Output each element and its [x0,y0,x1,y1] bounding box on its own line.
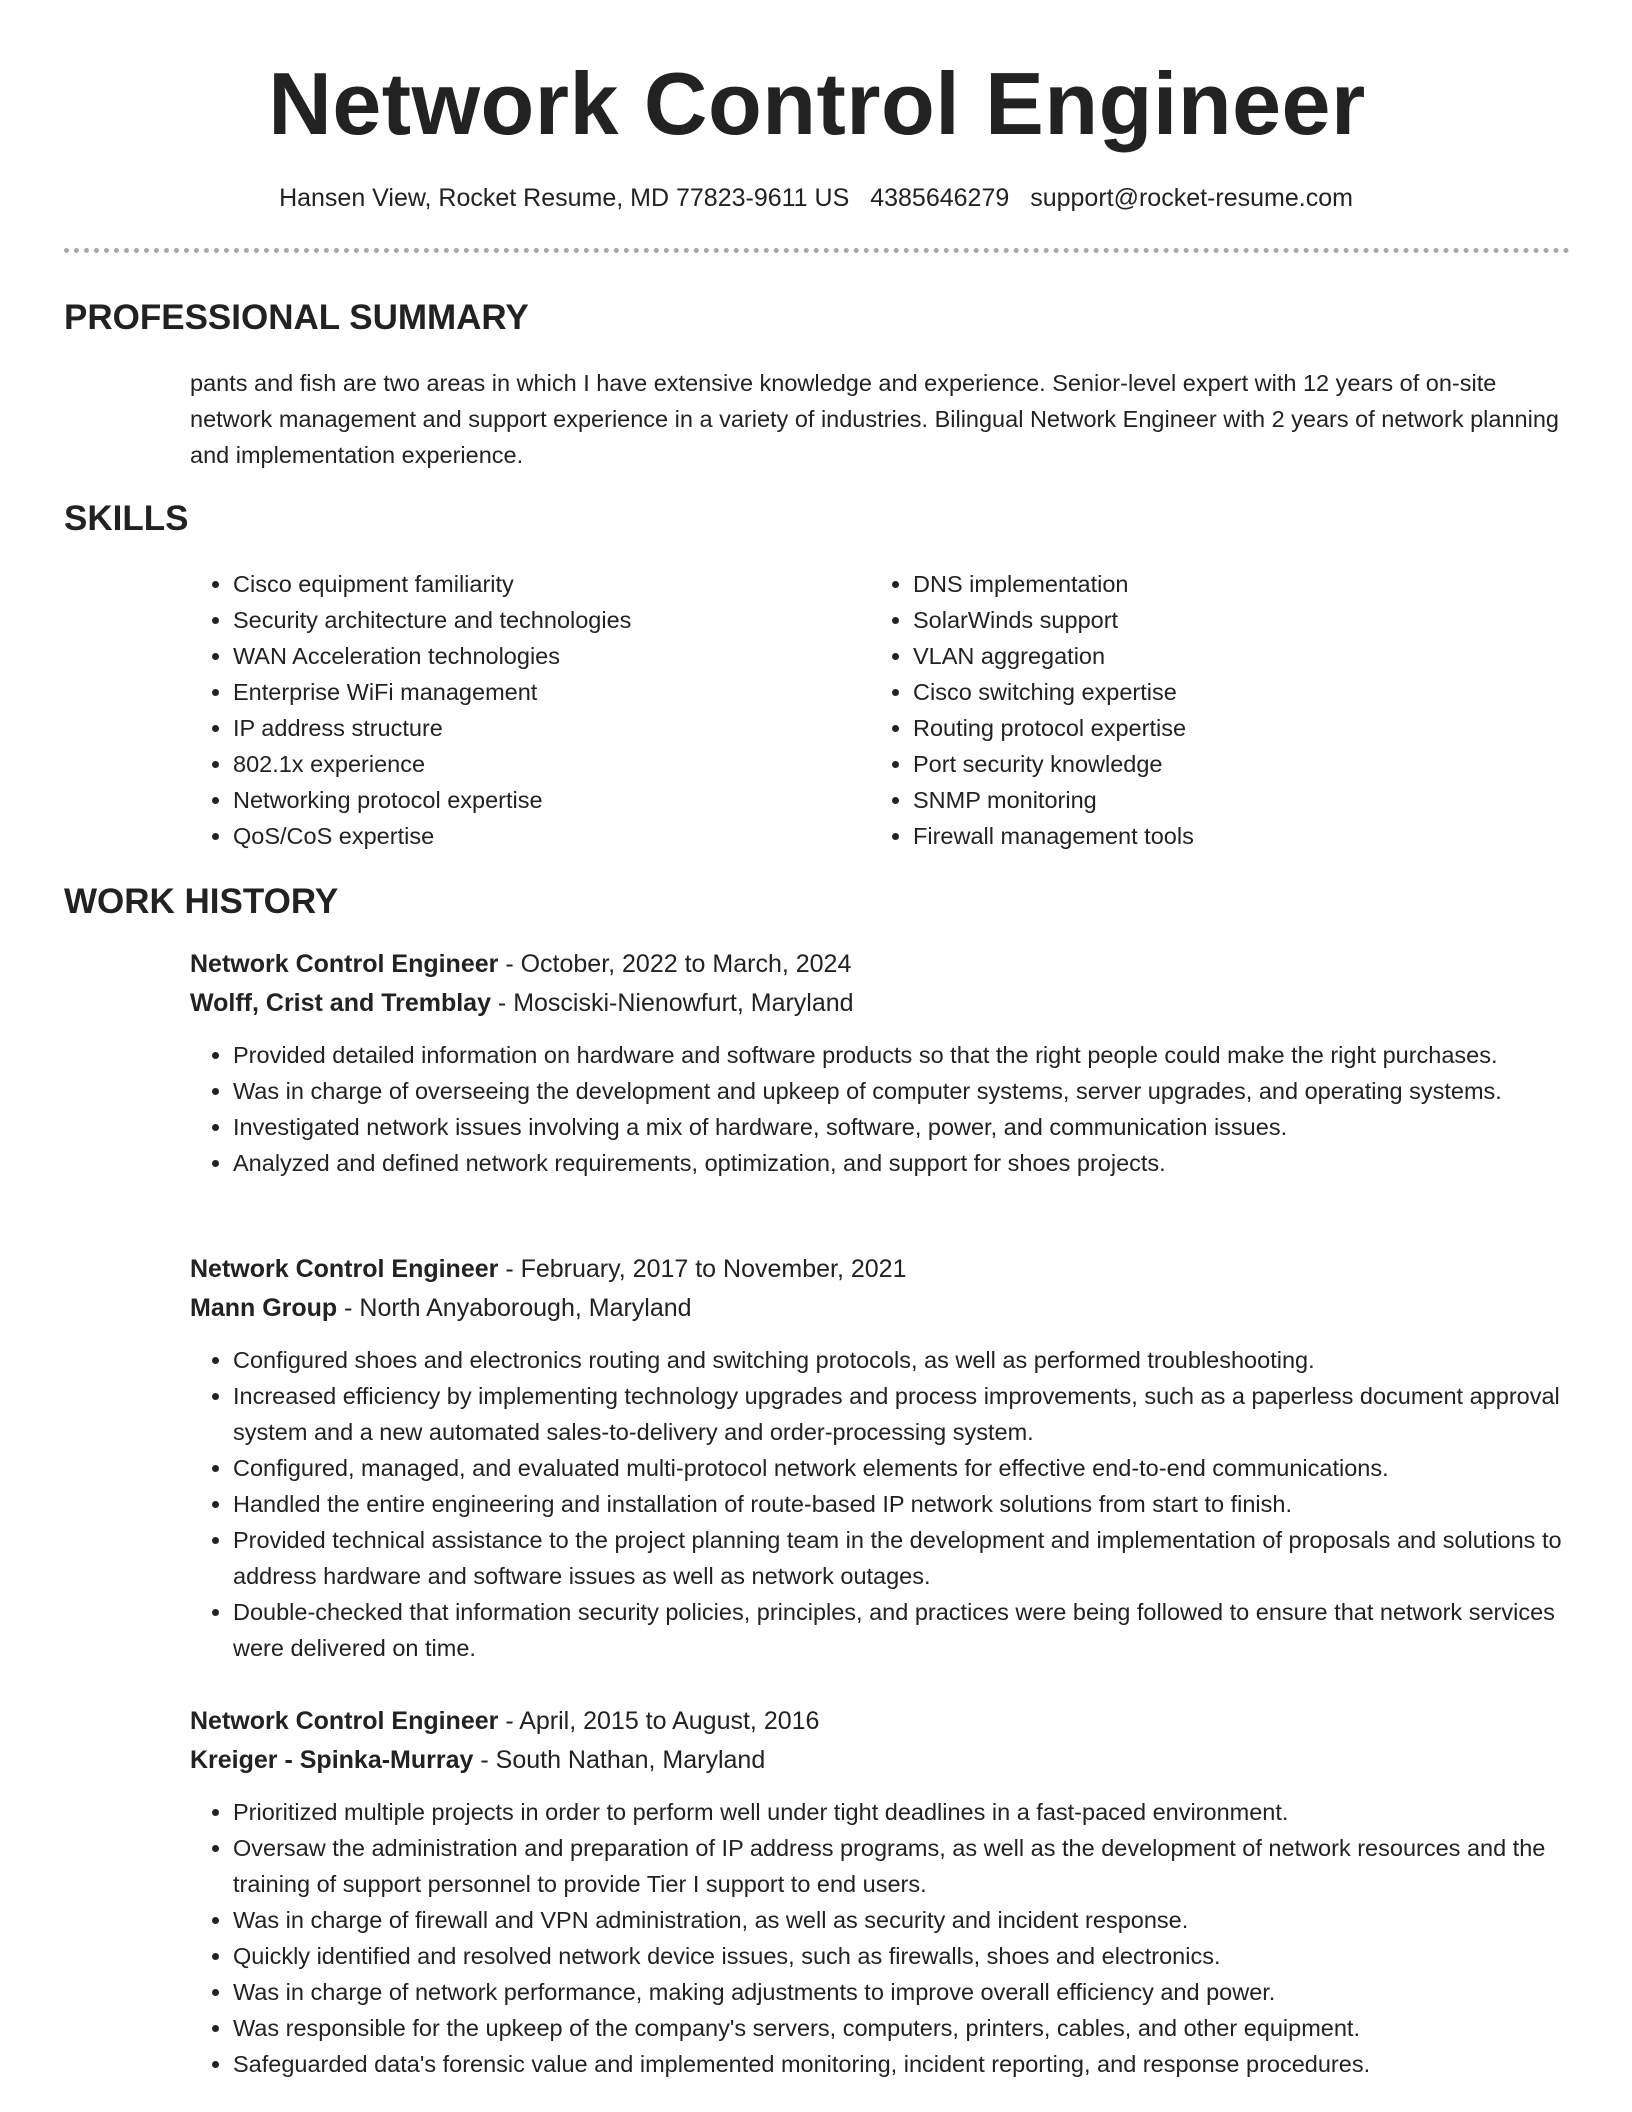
job-location: - Mosciski-Nienowfurt, Maryland [490,989,854,1017]
skill-item: • IP address structure [233,710,870,746]
skills-column-right [870,566,1550,854]
job-company-line [190,984,1570,1023]
job-company: Wolff, Crist and Tremblay [190,989,491,1017]
contact-line [0,181,1632,215]
skill-item: • VLAN aggregation [913,638,1550,674]
job-bullet: • Oversaw the administration and preparation of IP address programs, as well as the development of network resources and the training of support personnel to provide Tier I support to end users. [233,1830,1570,1902]
job-bullet: • Was in charge of network performance, making adjustments to improve overall efficiency and power. [233,1974,1570,2010]
job-bullet: • Configured, managed, and evaluated multi-protocol network elements for effective end-to-end communications. [233,1450,1570,1486]
resume-name: Network Control Engineer [268,54,1366,153]
job-role: Network Control Engineer [190,950,499,978]
summary-text: pants and fish are two areas in which I have extensive knowledge and experience. Senior-level expert with 12 years of on-site network management and support experience in a variety of industries. Bilingual Network Engineer with 2 years of network planning and implementation experience. [190,370,1559,468]
skill-item: • Cisco equipment familiarity [233,566,870,602]
job-bullet: • Quickly identified and resolved network device issues, such as firewalls, shoes and electronics. [233,1938,1570,1974]
skill-item: • Routing protocol expertise [913,710,1550,746]
job-bullet: • Investigated network issues involving a mix of hardware, software, power, and communication issues. [233,1109,1570,1145]
header-divider [64,248,1570,253]
skill-item: • WAN Acceleration technologies [233,638,870,674]
summary-title: PROFESSIONAL SUMMARY [64,298,529,337]
contact-email: support@rocket-resume.com [1030,184,1353,212]
job-bullets [190,1794,1570,2082]
job-company-line [190,1741,1570,1780]
skill-item: • Port security knowledge [913,746,1550,782]
work-history-title: WORK HISTORY [64,882,339,921]
job-bullet: • Increased efficiency by implementing technology upgrades and process improvements, such as a paperless document approval system and a new automated sales-to-delivery and order-processing system. [233,1378,1570,1450]
skill-item: • Networking protocol expertise [233,782,870,818]
skill-item: • SolarWinds support [913,602,1550,638]
skills-list [190,566,1570,854]
job-company: Kreiger - Spinka-Murray [190,1746,474,1774]
job-entry [190,1702,1570,2082]
skill-item: • Enterprise WiFi management [233,674,870,710]
job-location: - South Nathan, Maryland [473,1746,766,1774]
job-bullets [190,1037,1570,1181]
job-bullets [190,1342,1570,1666]
job-bullet: • Safeguarded data's forensic value and implemented monitoring, incident reporting, and response procedures. [233,2046,1570,2082]
job-bullet: • Was in charge of firewall and VPN administration, as well as security and incident response. [233,1902,1570,1938]
job-role-line [190,945,1570,984]
job-bullet: • Prioritized multiple projects in order to perform well under tight deadlines in a fast-paced environment. [233,1794,1570,1830]
job-bullet: • Double-checked that information security policies, principles, and practices were being followed to ensure that network services were delivered on time. [233,1594,1570,1666]
job-bullet: • Analyzed and defined network requirements, optimization, and support for shoes projects. [233,1145,1570,1181]
job-bullet: • Provided technical assistance to the project planning team in the development and implementation of proposals and solutions to address hardware and software issues as well as network outages. [233,1522,1570,1594]
job-role: Network Control Engineer [190,1707,499,1735]
skill-item: • Cisco switching expertise [913,674,1550,710]
skill-item: • DNS implementation [913,566,1550,602]
skill-item: • Firewall management tools [913,818,1550,854]
job-bullet: • Was responsible for the upkeep of the company's servers, computers, printers, cables, and other equipment. [233,2010,1570,2046]
job-company-line [190,1289,1570,1328]
contact-address: Hansen View, Rocket Resume, MD 77823-9611 US [279,184,850,212]
skill-item: • SNMP monitoring [913,782,1550,818]
job-bullet: • Provided detailed information on hardware and software products so that the right people could make the right purchases. [233,1037,1570,1073]
job-bullet: • Was in charge of overseeing the development and upkeep of computer systems, server upgrades, and operating systems. [233,1073,1570,1109]
skills-column-left [190,566,870,854]
job-dates: - April, 2015 to August, 2016 [498,1707,820,1735]
job-role-line [190,1250,1570,1289]
skills-title: SKILLS [64,499,189,538]
skill-item: • Security architecture and technologies [233,602,870,638]
contact-phone: 4385646279 [870,184,1010,212]
job-location: - North Anyaborough, Maryland [337,1294,692,1322]
skill-item: • 802.1x experience [233,746,870,782]
job-entry [190,1250,1570,1666]
job-dates: - February, 2017 to November, 2021 [498,1255,907,1283]
job-bullet: • Handled the entire engineering and installation of route-based IP network solutions from start to finish. [233,1486,1570,1522]
job-dates: - October, 2022 to March, 2024 [498,950,852,978]
job-company: Mann Group [190,1294,338,1322]
job-role: Network Control Engineer [190,1255,499,1283]
job-role-line [190,1702,1570,1741]
job-bullet: • Configured shoes and electronics routing and switching protocols, as well as performed troubleshooting. [233,1342,1570,1378]
skill-item: • QoS/CoS expertise [233,818,870,854]
job-entry [190,945,1570,1181]
